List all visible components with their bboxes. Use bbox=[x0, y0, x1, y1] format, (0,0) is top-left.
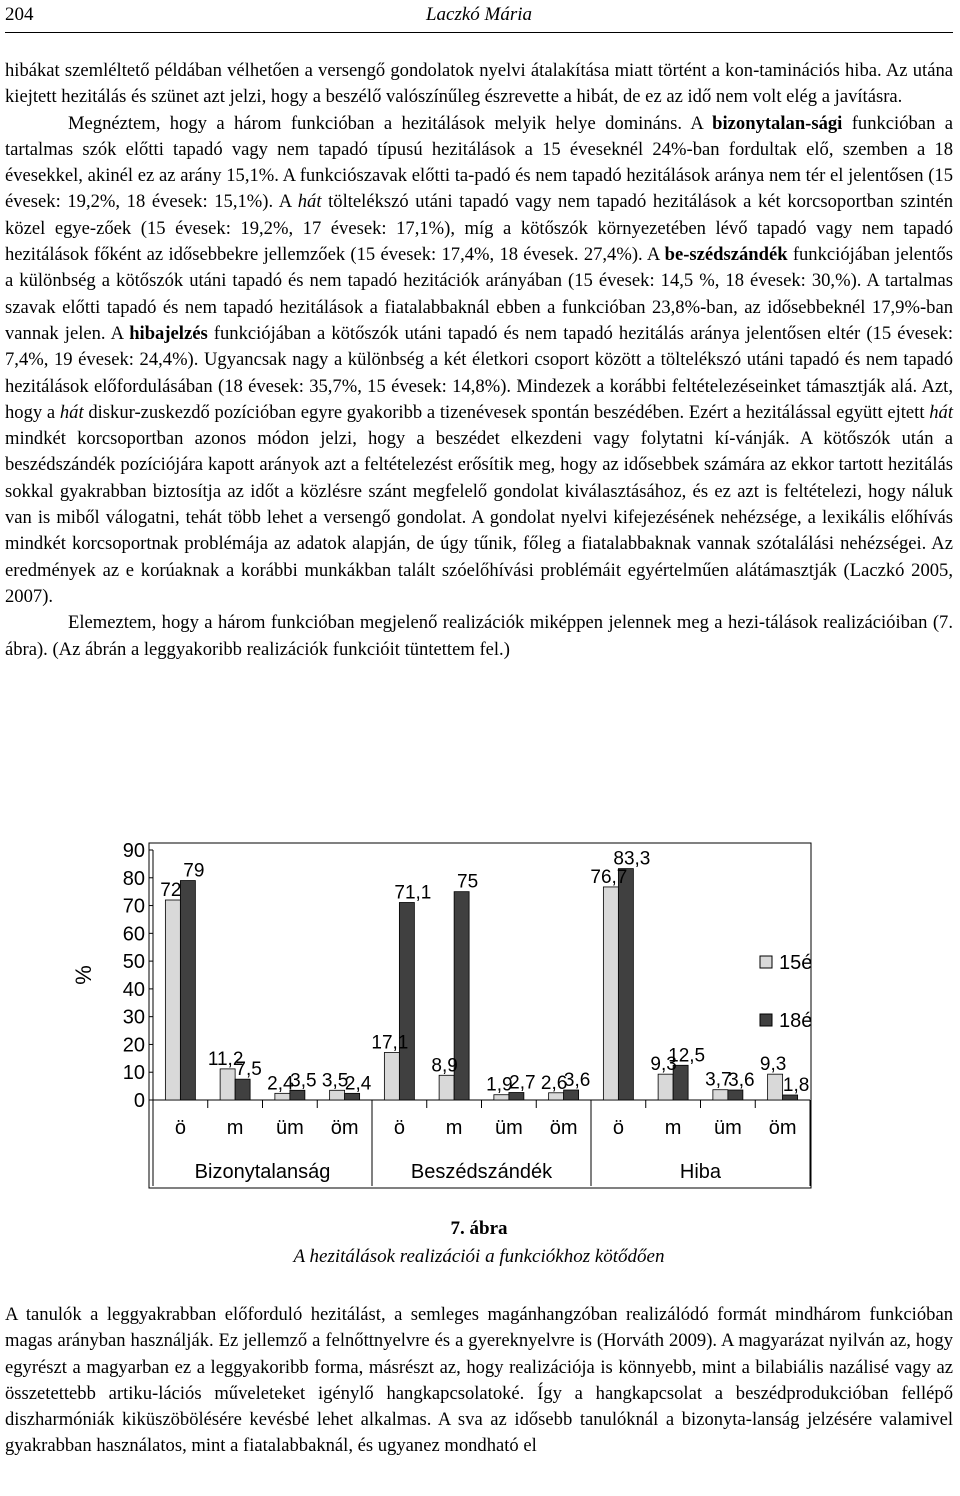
bar-15 bbox=[549, 1093, 564, 1100]
data-label-15: 3,5 bbox=[321, 1070, 349, 1092]
data-label-18: 12,5 bbox=[668, 1045, 706, 1067]
data-label-15: 2,4 bbox=[267, 1073, 294, 1095]
data-label-18: 3,6 bbox=[563, 1070, 591, 1091]
y-tick-label: 60 bbox=[122, 923, 145, 946]
data-label-18: 2,4 bbox=[344, 1073, 372, 1095]
bar-15 bbox=[384, 1053, 399, 1101]
data-label-15: 3,7 bbox=[705, 1069, 732, 1091]
data-label-18: 83,3 bbox=[613, 848, 651, 870]
data-label-15: 8,9 bbox=[431, 1055, 458, 1077]
y-tick-label: 0 bbox=[133, 1090, 145, 1112]
legend-label-18: 18é bbox=[779, 1010, 813, 1032]
data-label-18: 71,1 bbox=[394, 882, 432, 904]
bar-chart bbox=[65, 828, 825, 1198]
x-tick-label: ö bbox=[612, 1117, 624, 1139]
x-tick-label: üm bbox=[275, 1117, 304, 1139]
data-label-18: 1,8 bbox=[782, 1075, 810, 1096]
paragraph-3: Elemeztem, hogy a három funkcióban megjelenő realizációk miképpen jelennek meg a hezi-tálások realizációiban (7. ábra). (Az ábrán a leggyakoribb realizációk funkcióit tüntettem fel.) bbox=[5, 612, 953, 660]
bar-15 bbox=[220, 1069, 235, 1100]
page-number: 204 bbox=[5, 4, 34, 25]
x-tick-label: üm bbox=[494, 1117, 523, 1139]
bar-18 bbox=[728, 1090, 743, 1100]
x-tick-label: m bbox=[445, 1117, 463, 1139]
data-label-15: 9,3 bbox=[650, 1054, 677, 1076]
page-header bbox=[5, 4, 953, 33]
y-tick-label: 80 bbox=[122, 867, 145, 890]
bar-15 bbox=[165, 900, 180, 1100]
data-label-18: 7,5 bbox=[235, 1059, 262, 1081]
x-tick-label: öm bbox=[768, 1117, 797, 1139]
x-tick-label: m bbox=[226, 1117, 244, 1139]
running-title: Laczkó Mária bbox=[425, 4, 533, 25]
data-label-15: 11,2 bbox=[207, 1048, 244, 1070]
paragraph-4: A tanulók a leggyakrabban előforduló hezitálást, a semleges magánhangzóban realizálódó formát mindhárom funkcióban magas arányban használják. Ez jellemző a felnőttnyelvre és a gyereknyelvre is (Horváth 2009). A magyarázat nyilván az, hogy egyrészt a magyarban ez a leggyakoribb forma, másrészt az, hogy realizációja is könnyebb, mint a bilabiális nazálisé vagy az összetettebb artiku-lációs műveleteket igénylő hangkapcsolatoké. Így a hangkapcsolat a beszédprodukcióban fellépő diszharmóniák kiküszöbölésére kevésbé lehet alkalmas. A sva az idősebb tanulóknál a bizonyta-lanság jelzésére valamivel gyakrabban használatos, mint a fiatalabbaknál, és ugyanez mondható el bbox=[5, 1304, 953, 1457]
group-label: Bizonytalanság bbox=[194, 1161, 331, 1183]
plot-frame bbox=[149, 843, 811, 1188]
y-tick-label: 50 bbox=[122, 951, 145, 974]
figure-number: 7. ábra bbox=[450, 1218, 508, 1239]
data-label-15: 9,3 bbox=[759, 1054, 787, 1076]
body-text-top bbox=[5, 58, 953, 663]
y-tick-label: 90 bbox=[122, 840, 145, 862]
bar-15 bbox=[713, 1090, 728, 1100]
x-tick-label: ö bbox=[393, 1117, 405, 1139]
data-label-15: 2,6 bbox=[540, 1072, 568, 1094]
data-label-18: 3,6 bbox=[728, 1070, 755, 1091]
body-text-bottom bbox=[5, 1302, 953, 1460]
y-axis-label: % bbox=[71, 965, 96, 985]
paragraph-2: Megnéztem, hogy a három funkcióban a hezitálások melyik helye domináns. A bizonytalan-sági funkcióban a tartalmas szók előtti tapadó vagy nem tapadó típusú hezitálások a 15 éveseknél 24%-ban fordultak elő, szemben a 18 évesekkel, akinél ez az arány 15,1%. A funkciószavak előtti ta-padó és nem tapadó hezitálások aránya nem tér el jelentősen (15 évesek: 19,2%, 18 évesek: 15,1%). A hát töltelékszó utáni tapadó vagy nem tapadó hezitálások a két korcsoportban szintén közel egye-zőek (15 évesek: 19,2%, 17 évesek: 17,1%), míg a kötőszók környezetében lévő tapadó vagy nem tapadó hezitálások főként az idősebbekre jellemzőek (15 évesek: 17,4%, 18 évesek. 27,4%). A be-szédszándék funkciójában jelentős a különbség a kötőszók utáni tapadó és nem tapadó hezitációk arányában (15 évesek: 14,5 %, 18 évesek: 30,%). A tartalmas szavak előtti tapadó és nem tapadó hezitálások a fiatalabbaknál ebben a funkcióban 23,8%-ban, az idősebbeknél 17,9%-ban vannak jelen. A hibajelzés funkciójában a kötőszók utáni tapadó és nem tapadó hezitálás aránya jelentősen eltér (15 évesek: 7,4%, 19 évesek: 24,4%). Ugyancsak nagy a különbség a két életkori csoport között a töltelékszó utáni tapadó és nem tapadó hezitálások előfordulásában (18 évesek: 35,7%, 15 évesek: 14,8%). Mindezek a korábbi feltételezéseinket támasztják alá. Azt, hogy a hát diskur-zuskezdő pozícióban egyre gyakoribb a tizenévesek spontán beszédében. Ezért a hezitálással együtt ejtett hát mindkét korcsoportban azonos módon jelzi, hogy a beszédet elkezdeni vagy folytatni kí-vánják. A kötőszók után a beszédszándék pozíciójára kapott arányok azt a feltételezést erősítik meg, hogy az idősebbek számára az ekkor tartott hezitálás sokkal gyakrabban biztosítja az időt a közlésre szánt megfelelő gondolat kiválasztásához, és ez azt is feltételezi, hogy náluk van is miből válogatni, tehát több lehet a versengő gondolat. A gondolat nyelvi kifejezésének nehézsége, a lexikális előhívás mindkét korcsoportnak problémája az adatok alapján, de úgy tűnik, főleg a fiatalabbaknak vannak szótalálási nehézségei. Az eredmények az e korúaknak a korábbi munkákban talált szóelőhívási problémáit egyértelműen alátámasztják (Laczkó 2005, 2007). bbox=[5, 112, 954, 607]
bar-15 bbox=[603, 887, 618, 1100]
paragraph-1: hibákat szemléltető példában vélhetően a versengő gondolatok nyelvi átalakítása miatt történt a kon-taminációs hiba. Az utána kiejtett hezitálás és szünet azt jelzi, hogy a beszélő valószínűleg észrevette a hibát, de ez az idő nem volt elég a javításra. bbox=[5, 60, 953, 108]
x-tick-label: ö bbox=[174, 1117, 186, 1139]
x-tick-label: öm bbox=[549, 1117, 578, 1139]
group-label: Hiba bbox=[679, 1161, 722, 1183]
y-tick-label: 20 bbox=[122, 1034, 145, 1057]
bar-18 bbox=[235, 1079, 250, 1100]
data-label-18: 2,7 bbox=[509, 1072, 536, 1094]
legend-swatch-15 bbox=[760, 956, 772, 968]
data-label-15: 76,7 bbox=[590, 866, 628, 888]
legend-label-15: 15é bbox=[779, 952, 813, 974]
data-label-15: 17,1 bbox=[371, 1032, 409, 1054]
x-tick-label: üm bbox=[713, 1117, 742, 1139]
bar-18 bbox=[618, 869, 633, 1100]
bar-15 bbox=[768, 1074, 783, 1100]
x-tick-label: öm bbox=[330, 1117, 359, 1139]
figure-caption: A hezitálások realizációi a funkciókhoz kötődően bbox=[293, 1246, 665, 1267]
bar-15 bbox=[658, 1074, 673, 1100]
group-label: Beszédszándék bbox=[410, 1161, 553, 1183]
y-tick-label: 40 bbox=[122, 978, 145, 1001]
figure-7 bbox=[65, 828, 825, 1198]
data-label-18: 3,5 bbox=[290, 1070, 317, 1092]
bar-18 bbox=[180, 881, 195, 1100]
legend-swatch-18 bbox=[760, 1014, 772, 1026]
y-tick-label: 70 bbox=[122, 895, 145, 918]
data-label-15: 1,9 bbox=[486, 1074, 513, 1096]
y-tick-label: 30 bbox=[122, 1006, 145, 1029]
data-label-15: 72 bbox=[160, 880, 182, 901]
x-tick-label: m bbox=[664, 1117, 682, 1139]
bar-15 bbox=[330, 1090, 345, 1100]
data-label-18: 79 bbox=[183, 860, 205, 882]
data-label-18: 75 bbox=[457, 871, 479, 893]
bar-15 bbox=[439, 1075, 454, 1100]
bar-18 bbox=[399, 903, 414, 1101]
y-tick-label: 10 bbox=[122, 1062, 145, 1085]
